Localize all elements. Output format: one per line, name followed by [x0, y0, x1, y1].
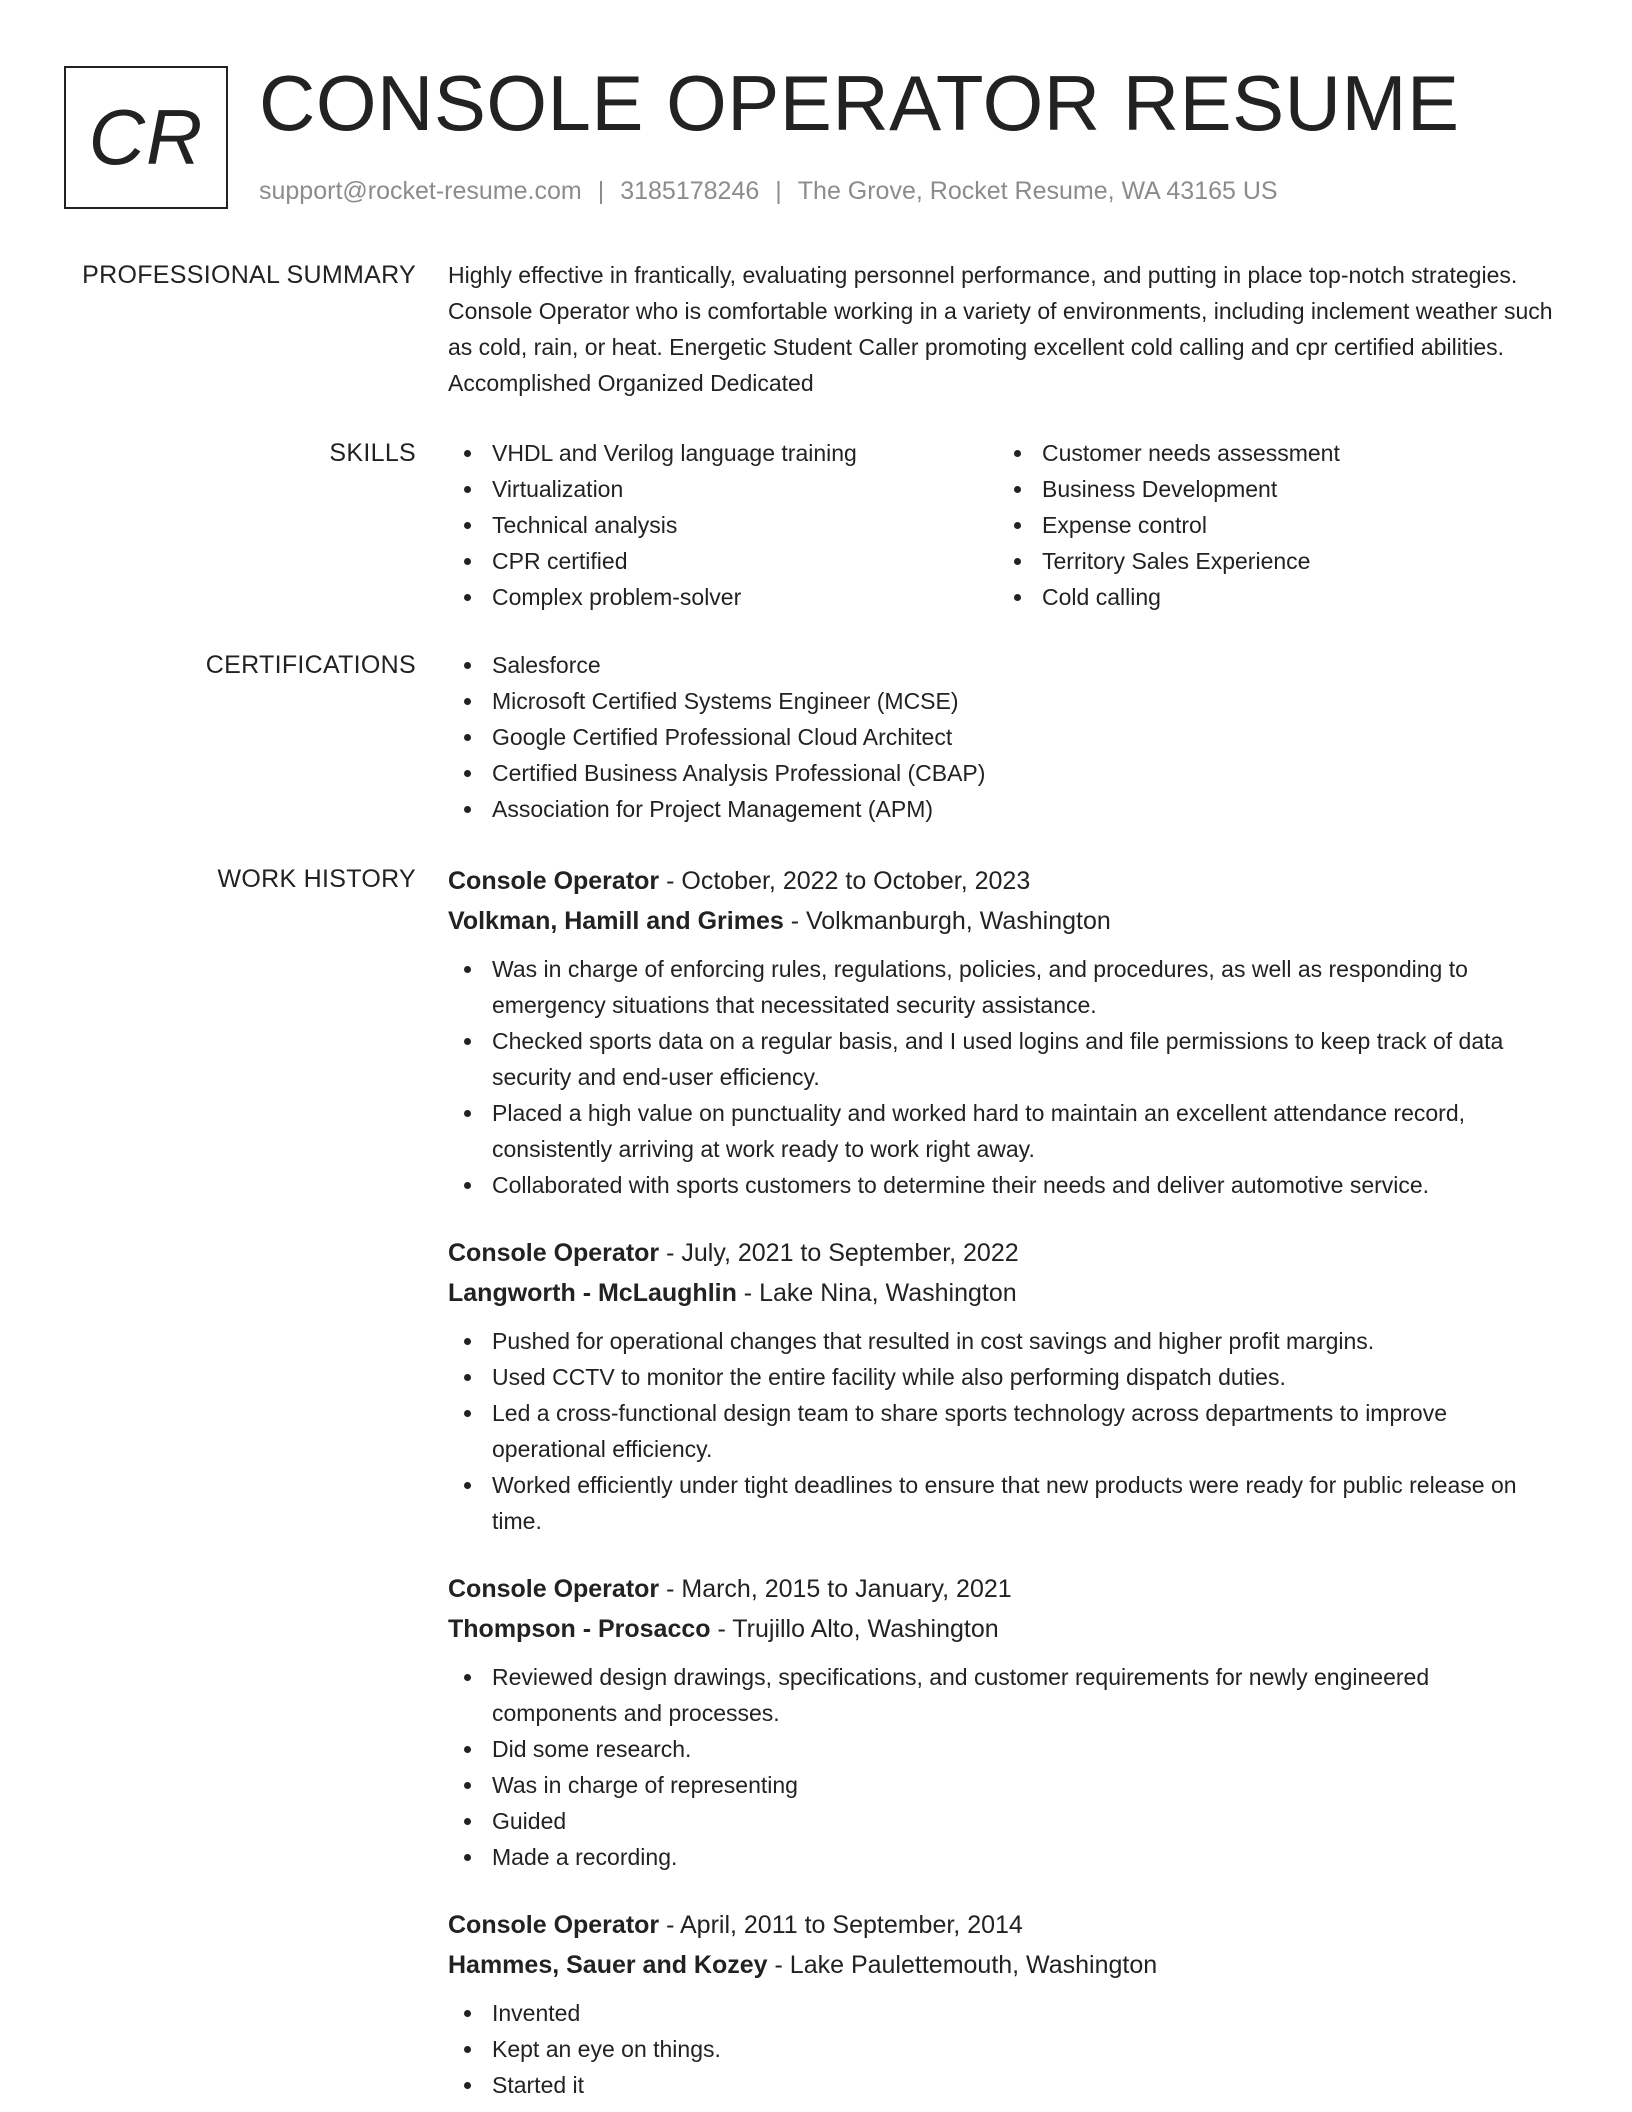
contact-phone[interactable]: 3185178246 — [620, 177, 760, 205]
job-location: - Volkmanburgh, Washington — [783, 907, 1111, 935]
job-duties-list — [448, 1995, 1558, 2103]
skill-item: Territory Sales Experience — [998, 543, 1548, 579]
job-duties-list — [448, 1659, 1558, 1875]
job-entry — [448, 1233, 1558, 1539]
contact-separator: | — [597, 177, 605, 205]
certifications-body — [448, 647, 1558, 827]
job-title-line — [448, 1233, 1558, 1273]
job-company: Volkman, Hamill and Grimes — [448, 907, 784, 935]
certifications-list — [448, 647, 1558, 827]
job-company-line — [448, 1609, 1558, 1649]
skills-columns — [448, 435, 1558, 615]
job-company: Langworth - McLaughlin — [448, 1279, 737, 1307]
job-entry — [448, 1569, 1558, 1875]
job-title-line — [448, 1905, 1558, 1945]
skills-list-right — [998, 435, 1548, 615]
job-company: Hammes, Sauer and Kozey — [448, 1951, 768, 1979]
job-role: Console Operator — [448, 867, 660, 895]
job-title-line — [448, 1569, 1558, 1609]
skill-item: CPR certified — [448, 543, 998, 579]
summary-body — [448, 257, 1558, 401]
job-company-line — [448, 901, 1558, 941]
certifications-heading: CERTIFICATIONS — [205, 651, 416, 679]
job-duty-item: Pushed for operational changes that resulted in cost savings and higher profit margins. — [448, 1323, 1558, 1359]
skill-item: Expense control — [998, 507, 1548, 543]
summary-heading: PROFESSIONAL SUMMARY — [82, 261, 416, 289]
skill-item: VHDL and Verilog language training — [448, 435, 998, 471]
job-duty-item: Collaborated with sports customers to determine their needs and deliver automotive service. — [448, 1167, 1558, 1203]
contact-line — [259, 174, 1278, 208]
job-dates: - October, 2022 to October, 2023 — [659, 867, 1031, 895]
skills-heading: SKILLS — [329, 439, 416, 467]
job-duty-item: Worked efficiently under tight deadlines to ensure that new products were ready for public release on time. — [448, 1467, 1558, 1539]
contact-address: The Grove, Rocket Resume, WA 43165 US — [797, 177, 1278, 205]
job-location: - Lake Paulettemouth, Washington — [767, 1951, 1158, 1979]
job-duty-item: Started it — [448, 2067, 1558, 2103]
certification-item: Salesforce — [448, 647, 1558, 683]
job-duty-item: Invented — [448, 1995, 1558, 2031]
job-duty-item: Made a recording. — [448, 1839, 1558, 1875]
job-entry — [448, 1905, 1558, 2103]
job-duty-item: Did some research. — [448, 1731, 1558, 1767]
certification-item: Association for Project Management (APM) — [448, 791, 1558, 827]
job-duties-list — [448, 1323, 1558, 1539]
resume-title: CONSOLE OPERATOR RESUME — [259, 59, 1460, 147]
job-company-line — [448, 1945, 1558, 1985]
job-duty-item: Placed a high value on punctuality and worked hard to maintain an excellent attendance record, consistently arriving at work ready to work right away. — [448, 1095, 1558, 1167]
job-duty-item: Led a cross-functional design team to share sports technology across departments to improve operational efficiency. — [448, 1395, 1558, 1467]
skill-item: Complex problem-solver — [448, 579, 998, 615]
skill-item: Technical analysis — [448, 507, 998, 543]
job-duty-item: Kept an eye on things. — [448, 2031, 1558, 2067]
contact-separator: | — [775, 177, 782, 205]
certification-item: Microsoft Certified Systems Engineer (MCSE) — [448, 683, 1558, 719]
skill-item: Cold calling — [998, 579, 1548, 615]
job-duty-item: Used CCTV to monitor the entire facility while also performing dispatch duties. — [448, 1359, 1558, 1395]
job-company: Thompson - Prosacco — [448, 1615, 711, 1643]
skill-item: Virtualization — [448, 471, 998, 507]
job-duties-list — [448, 951, 1558, 1203]
monogram-logo — [64, 66, 228, 209]
contact-email[interactable]: support@rocket-resume.com — [259, 177, 582, 205]
job-dates: - April, 2011 to September, 2014 — [659, 1911, 1023, 1939]
job-duty-item: Was in charge of enforcing rules, regulations, policies, and procedures, as well as responding to emergency situations that necessitated security assistance. — [448, 951, 1558, 1023]
work-history-heading: WORK HISTORY — [217, 865, 416, 893]
job-company-line — [448, 1273, 1558, 1313]
job-title-line — [448, 861, 1558, 901]
job-role: Console Operator — [448, 1575, 660, 1603]
job-role: Console Operator — [448, 1239, 660, 1267]
job-duty-item: Guided — [448, 1803, 1558, 1839]
work-history-body — [448, 861, 1558, 2112]
job-location: - Trujillo Alto, Washington — [710, 1615, 999, 1643]
job-entry — [448, 861, 1558, 1203]
skill-item: Business Development — [998, 471, 1548, 507]
job-duty-item: Was in charge of representing — [448, 1767, 1558, 1803]
job-dates: - July, 2021 to September, 2022 — [659, 1239, 1019, 1267]
certification-item: Google Certified Professional Cloud Architect — [448, 719, 1558, 755]
skills-body — [448, 435, 1558, 615]
summary-text: Highly effective in frantically, evaluating personnel performance, and putting in place top-notch strategies. Console Operator who is comfortable working in a variety of environments, including inclement weather such as cold, rain, or heat. Energetic Student Caller promoting excellent cold calling and cpr certified abilities. Accomplished Organized Dedicated — [448, 262, 1553, 396]
certification-item: Certified Business Analysis Professional (CBAP) — [448, 755, 1558, 791]
job-duty-item: Checked sports data on a regular basis, and I used logins and file permissions to keep track of data security and end-user efficiency. — [448, 1023, 1558, 1095]
skills-list-left — [448, 435, 998, 615]
skill-item: Customer needs assessment — [998, 435, 1548, 471]
job-dates: - March, 2015 to January, 2021 — [659, 1575, 1012, 1603]
monogram-initials: CR — [88, 93, 204, 181]
job-location: - Lake Nina, Washington — [736, 1279, 1017, 1307]
job-role: Console Operator — [448, 1911, 660, 1939]
job-duty-item: Reviewed design drawings, specifications, and customer requirements for newly engineered components and processes. — [448, 1659, 1558, 1731]
